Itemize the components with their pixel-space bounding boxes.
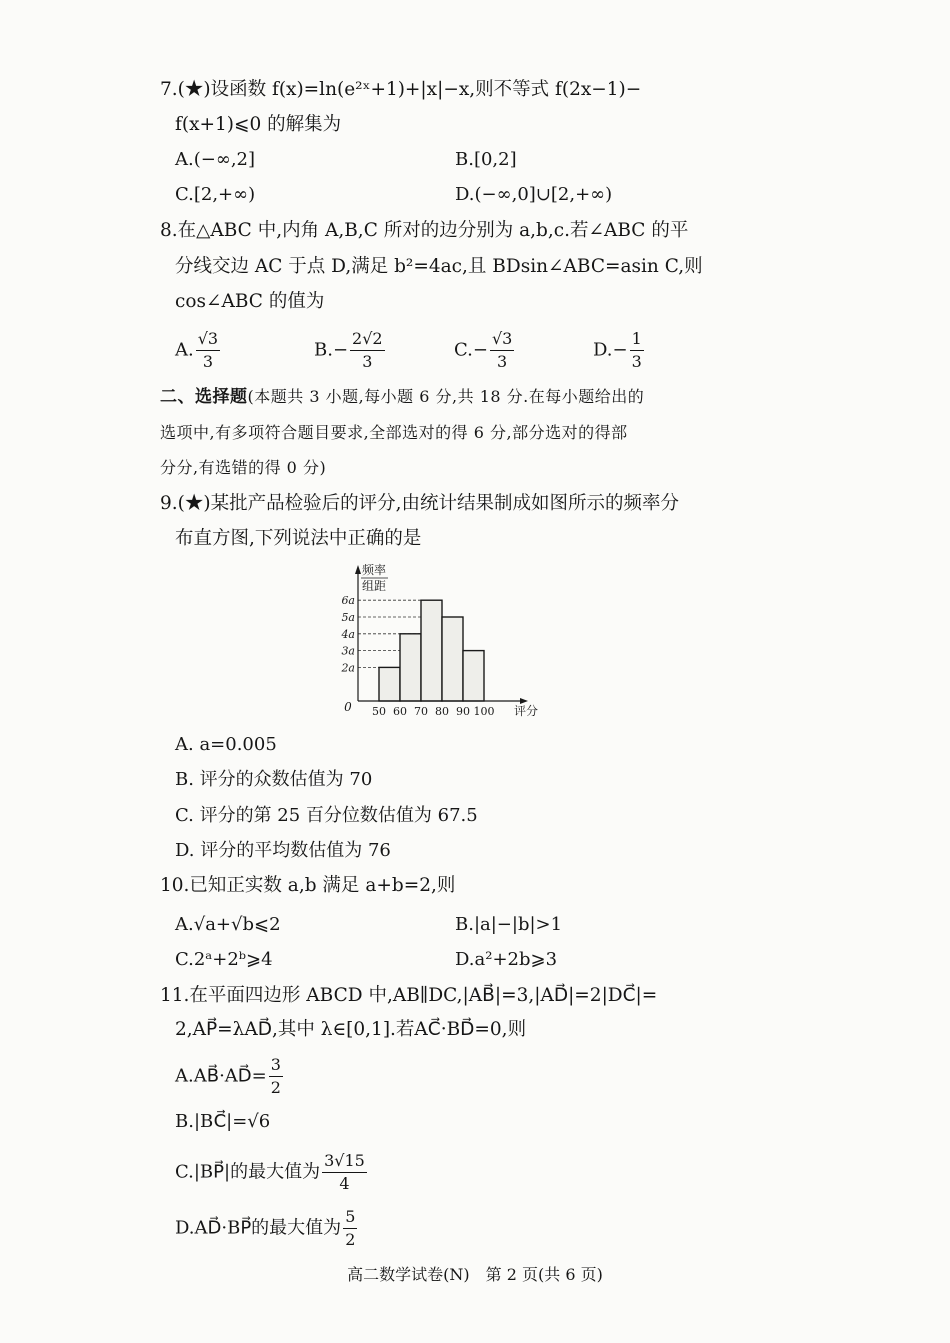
y-tick-label: 3a <box>341 644 355 658</box>
q11-option-b: B.|BC⃗|=√6 <box>175 1111 271 1132</box>
page-footer: 高二数学试卷(N) 第 2 页(共 6 页) <box>347 1265 603 1284</box>
hist-bar <box>421 600 442 701</box>
fraction: $\frac{3√15}{4}$ <box>324 1151 365 1193</box>
fraction: $\frac{√3}{3}$ <box>197 329 219 371</box>
y-axis-label-top: 频率 <box>361 563 387 577</box>
q8-option-b: B.− $\frac{2√2}{3}$ <box>314 329 383 371</box>
hist-bar <box>442 617 463 701</box>
q7-option-d: D.(−∞,0]∪[2,+∞) <box>455 184 613 205</box>
fraction: $\frac{√3}{3}$ <box>491 329 513 371</box>
section2-line2: 选项中,有多项符合题目要求,全部选对的得 6 分,部分选对的得部 <box>160 423 628 442</box>
origin-label: 0 <box>344 700 352 714</box>
x-tick-label: 100 <box>473 705 495 718</box>
hist-bar <box>463 651 484 701</box>
q8-line2: 分线交边 AC 于点 D,满足 b²=4ac,且 BDsin∠ABC=asin C,则 <box>175 256 703 277</box>
q9-line2: 布直方图,下列说法中正确的是 <box>175 528 422 549</box>
y-tick-label: 6a <box>341 594 355 608</box>
fraction: $\frac{1}{3}$ <box>631 329 642 371</box>
section2-line3: 分分,有选错的得 0 分) <box>160 458 327 477</box>
fraction: $\frac{2√2}{3}$ <box>352 329 383 371</box>
q7-option-a: A.(−∞,2] <box>175 149 256 170</box>
q11-line1: 11.在平面四边形 ABCD 中,AB∥DC,|AB⃗|=3,|AD⃗|=2|DC⃗|= <box>160 985 658 1006</box>
q7-line2: f(x+1)⩽0 的解集为 <box>175 114 342 135</box>
q10-line1: 10.已知正实数 a,b 满足 a+b=2,则 <box>160 875 456 896</box>
q8-line3: cos∠ABC 的值为 <box>175 291 325 312</box>
x-tick-label: 60 <box>393 705 407 718</box>
q11-option-a: A.AB⃗·AD⃗= $\frac{3}{2}$ <box>175 1055 281 1097</box>
hist-bar <box>379 667 400 701</box>
q10-option-a: A.√a+√b⩽2 <box>175 914 281 935</box>
x-tick-label: 90 <box>456 705 470 718</box>
x-axis-label: 评分 <box>514 704 539 718</box>
q10-option-d: D.a²+2b⩾3 <box>455 949 558 970</box>
x-tick-label: 70 <box>414 705 428 718</box>
q9-line1: 9.(★)某批产品检验后的评分,由统计结果制成如图所示的频率分 <box>160 493 679 514</box>
y-tick-label: 4a <box>341 627 355 641</box>
y-tick-label: 2a <box>341 661 355 675</box>
q8-option-c: C.− $\frac{√3}{3}$ <box>454 329 513 371</box>
section2-title: 二、选择题 <box>160 387 248 407</box>
section2-line1: 二、选择题(本题共 3 小题,每小题 6 分,共 18 分.在每小题给出的 <box>160 387 645 407</box>
q11-option-d: D.AD⃗·BP⃗的最大值为 $\frac{5}{2}$ <box>175 1207 356 1249</box>
q10-option-c: C.2ᵃ+2ᵇ⩾4 <box>175 949 273 970</box>
x-tick-label: 50 <box>372 705 386 718</box>
q9-option-d: D. 评分的平均数估值为 76 <box>175 840 391 861</box>
q7-line1: 7.(★)设函数 f(x)=ln(e²ˣ+1)+|x|−x,则不等式 f(2x−1)− <box>160 79 642 100</box>
hist-bar <box>400 634 421 701</box>
x-tick-label: 80 <box>435 705 449 718</box>
q9-option-c: C. 评分的第 25 百分位数估值为 67.5 <box>175 805 478 826</box>
q7-option-b: B.[0,2] <box>455 149 517 170</box>
q9-option-b: B. 评分的众数估值为 70 <box>175 769 373 790</box>
q11-line2: 2,AP⃗=λAD⃗,其中 λ∈[0,1].若AC⃗·BD⃗=0,则 <box>175 1019 527 1040</box>
fraction: $\frac{5}{2}$ <box>345 1207 356 1249</box>
q9-option-a: A. a=0.005 <box>175 734 277 755</box>
q11-option-c: C.|BP⃗|的最大值为 $\frac{3√15}{4}$ <box>175 1151 365 1193</box>
q7-option-c: C.[2,+∞) <box>175 184 256 205</box>
y-axis-label-bottom: 组距 <box>361 579 387 593</box>
frequency-histogram <box>330 558 550 728</box>
q10-option-b: B.|a|−|b|>1 <box>455 914 563 935</box>
q8-option-a: A. $\frac{√3}{3}$ <box>175 329 219 371</box>
q8-option-d: D.− $\frac{1}{3}$ <box>593 329 642 371</box>
y-axis-arrow <box>355 565 361 574</box>
q8-line1: 8.在△ABC 中,内角 A,B,C 所对的边分别为 a,b,c.若∠ABC 的平 <box>160 220 689 241</box>
fraction: $\frac{3}{2}$ <box>270 1055 281 1097</box>
y-tick-label: 5a <box>341 611 355 624</box>
